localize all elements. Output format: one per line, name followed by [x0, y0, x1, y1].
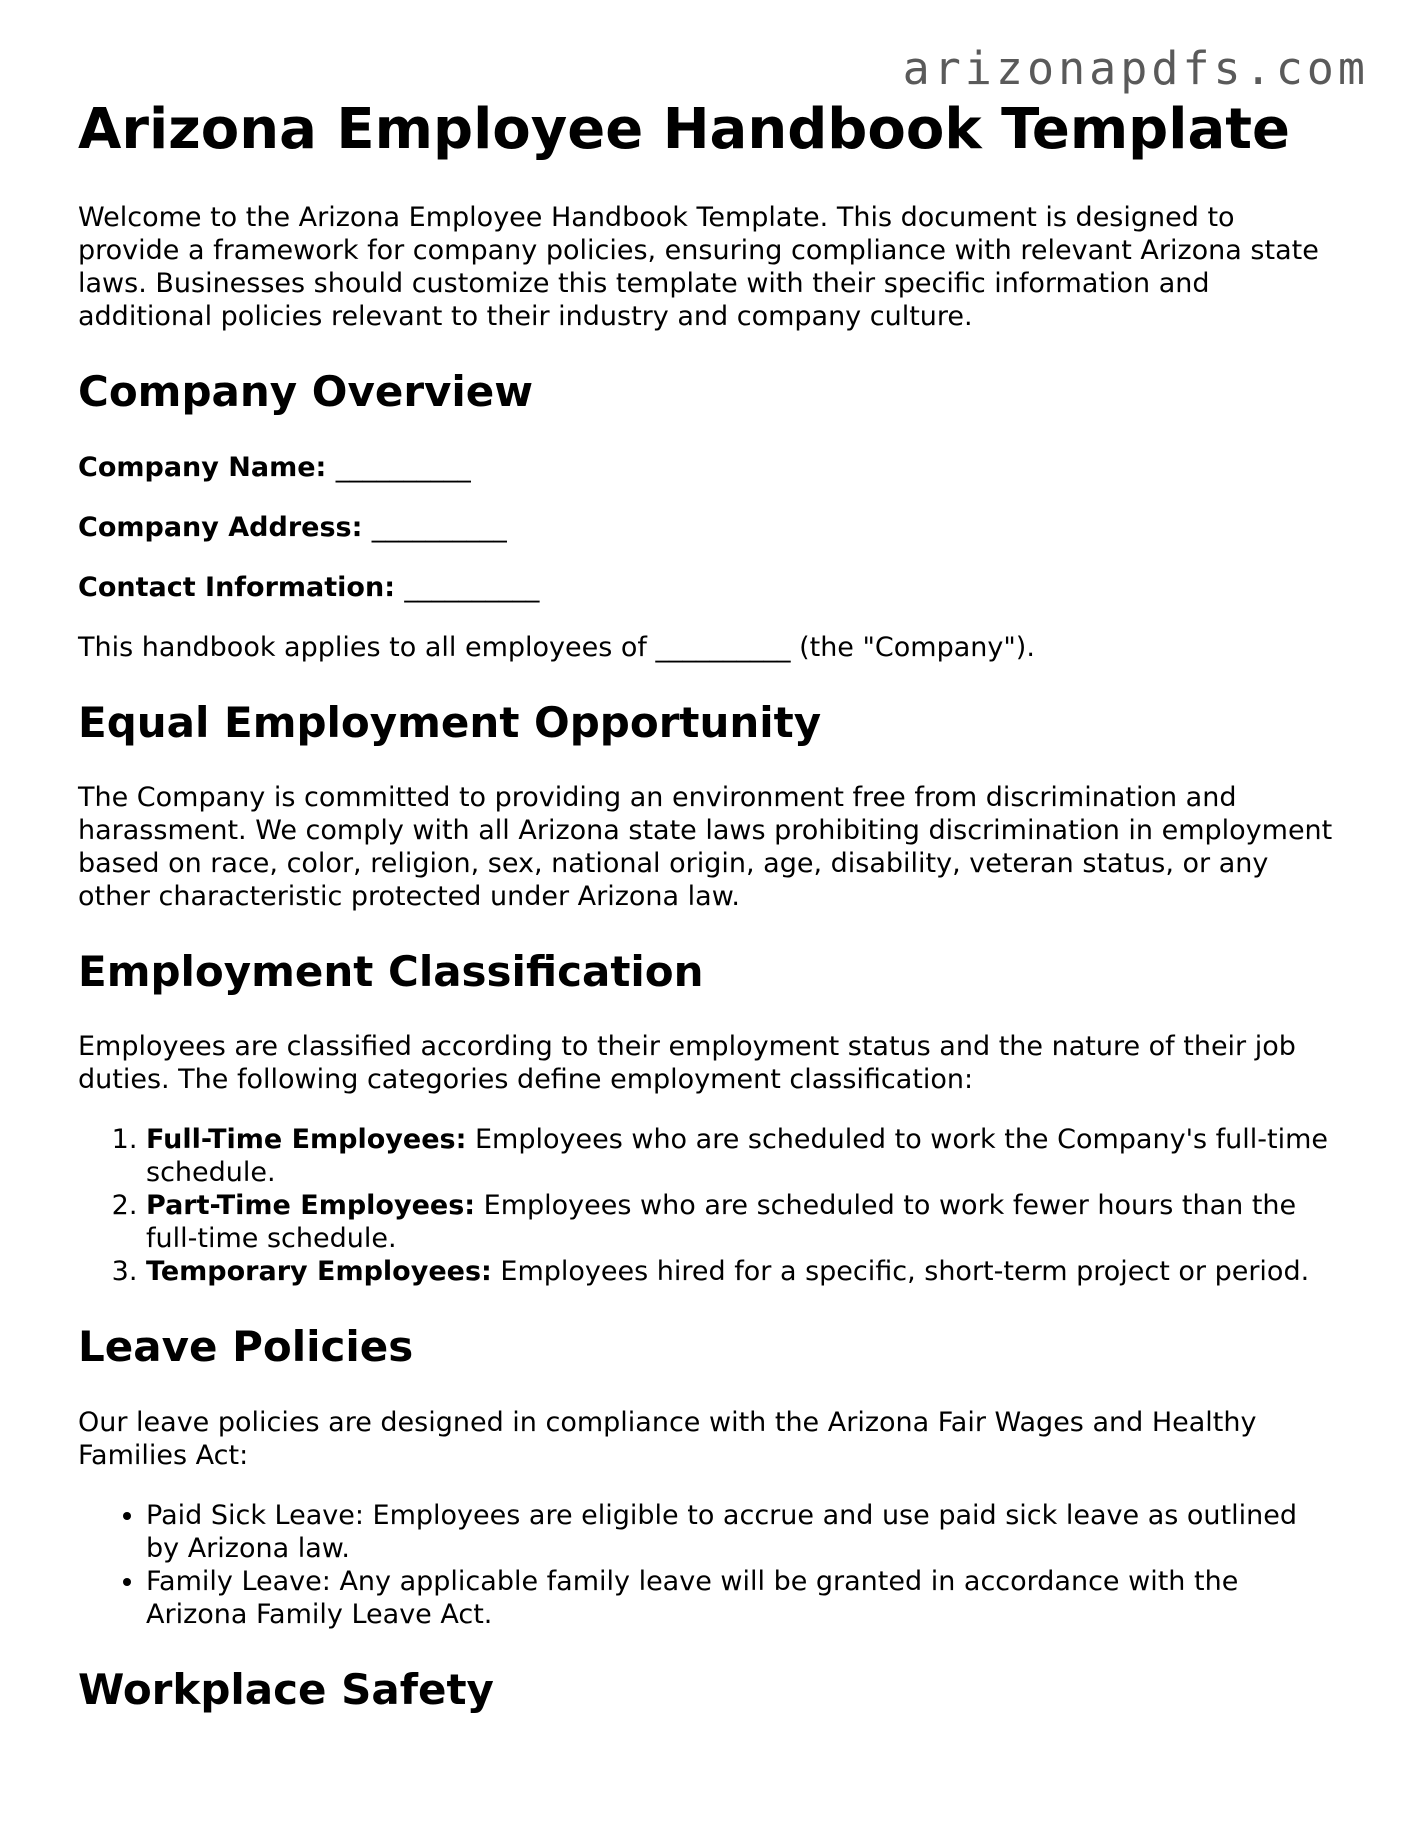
list-item	[146, 1123, 1338, 1189]
classification-paragraph: Employees are classified according to their employment status and the nature of their job duties. The following categories define employment classification:	[78, 1031, 1296, 1096]
list-item-desc: Employees hired for a specific, short-term project or period.	[500, 1256, 1310, 1288]
contact-information-value: __________	[404, 571, 540, 603]
list-item: • Paid Sick Leave: Employees are eligible to accrue and use paid sick leave as outlined by Arizona law.	[146, 1499, 1338, 1565]
contact-information-field	[78, 571, 1338, 604]
company-address-field	[78, 511, 1338, 544]
company-name-field	[78, 451, 1338, 484]
list-item: • Family Leave: Any applicable family leave will be granted in accordance with the Arizona Family Leave Act.	[146, 1565, 1338, 1631]
leave-list	[78, 1499, 1338, 1631]
list-item-term: Temporary Employees:	[146, 1256, 492, 1288]
section-heading-safety: Workplace Safety	[78, 1664, 494, 1714]
list-item-term: Part-Time Employees:	[146, 1190, 476, 1222]
intro-paragraph: Welcome to the Arizona Employee Handbook Template. This document is designed to provide a framework for company policies, ensuring compliance with relevant Arizona state laws. Businesses should customize this template with their specific information and additional policies relevant to their industry and company culture.	[78, 202, 1319, 333]
contact-information-label: Contact Information:	[78, 571, 395, 603]
page-title: Arizona Employee Handbook Template	[78, 97, 1290, 162]
list-item-term: Full-Time Employees:	[146, 1124, 467, 1156]
section-heading-eeo: Equal Employment Opportunity	[78, 697, 822, 747]
list-item-desc: Employees who are scheduled to work fewer hours than the full-time schedule.	[146, 1190, 1297, 1255]
list-item	[146, 1189, 1338, 1255]
section-heading-leave: Leave Policies	[78, 1322, 414, 1372]
eeo-paragraph: The Company is committed to providing an environment free from discrimination and harassment. We comply with all Arizona state laws prohibiting discrimination in employment based on race, color, religion, sex, national origin, age, disability, veteran status, or any other characteristic protected under Arizona law.	[78, 781, 1333, 912]
section-heading-company-overview: Company Overview	[78, 367, 534, 417]
list-item	[146, 1255, 1338, 1288]
company-name-label: Company Name:	[78, 451, 327, 483]
company-address-value: __________	[371, 511, 507, 543]
handbook-applies-paragraph: This handbook applies to all employees of __________ (the "Company").	[78, 631, 1035, 663]
leave-paragraph: Our leave policies are designed in compliance with the Arizona Fair Wages and Healthy Families Act:	[78, 1406, 1257, 1471]
watermark: arizonapdfs.com	[902, 42, 1369, 95]
company-address-label: Company Address:	[78, 511, 363, 543]
document-page	[78, 96, 1338, 1715]
classification-list	[78, 1123, 1338, 1288]
list-item-desc: Employees who are scheduled to work the Company's full-time schedule.	[146, 1124, 1329, 1189]
company-name-value: __________	[335, 451, 471, 483]
section-heading-classification: Employment Classification	[78, 946, 704, 996]
